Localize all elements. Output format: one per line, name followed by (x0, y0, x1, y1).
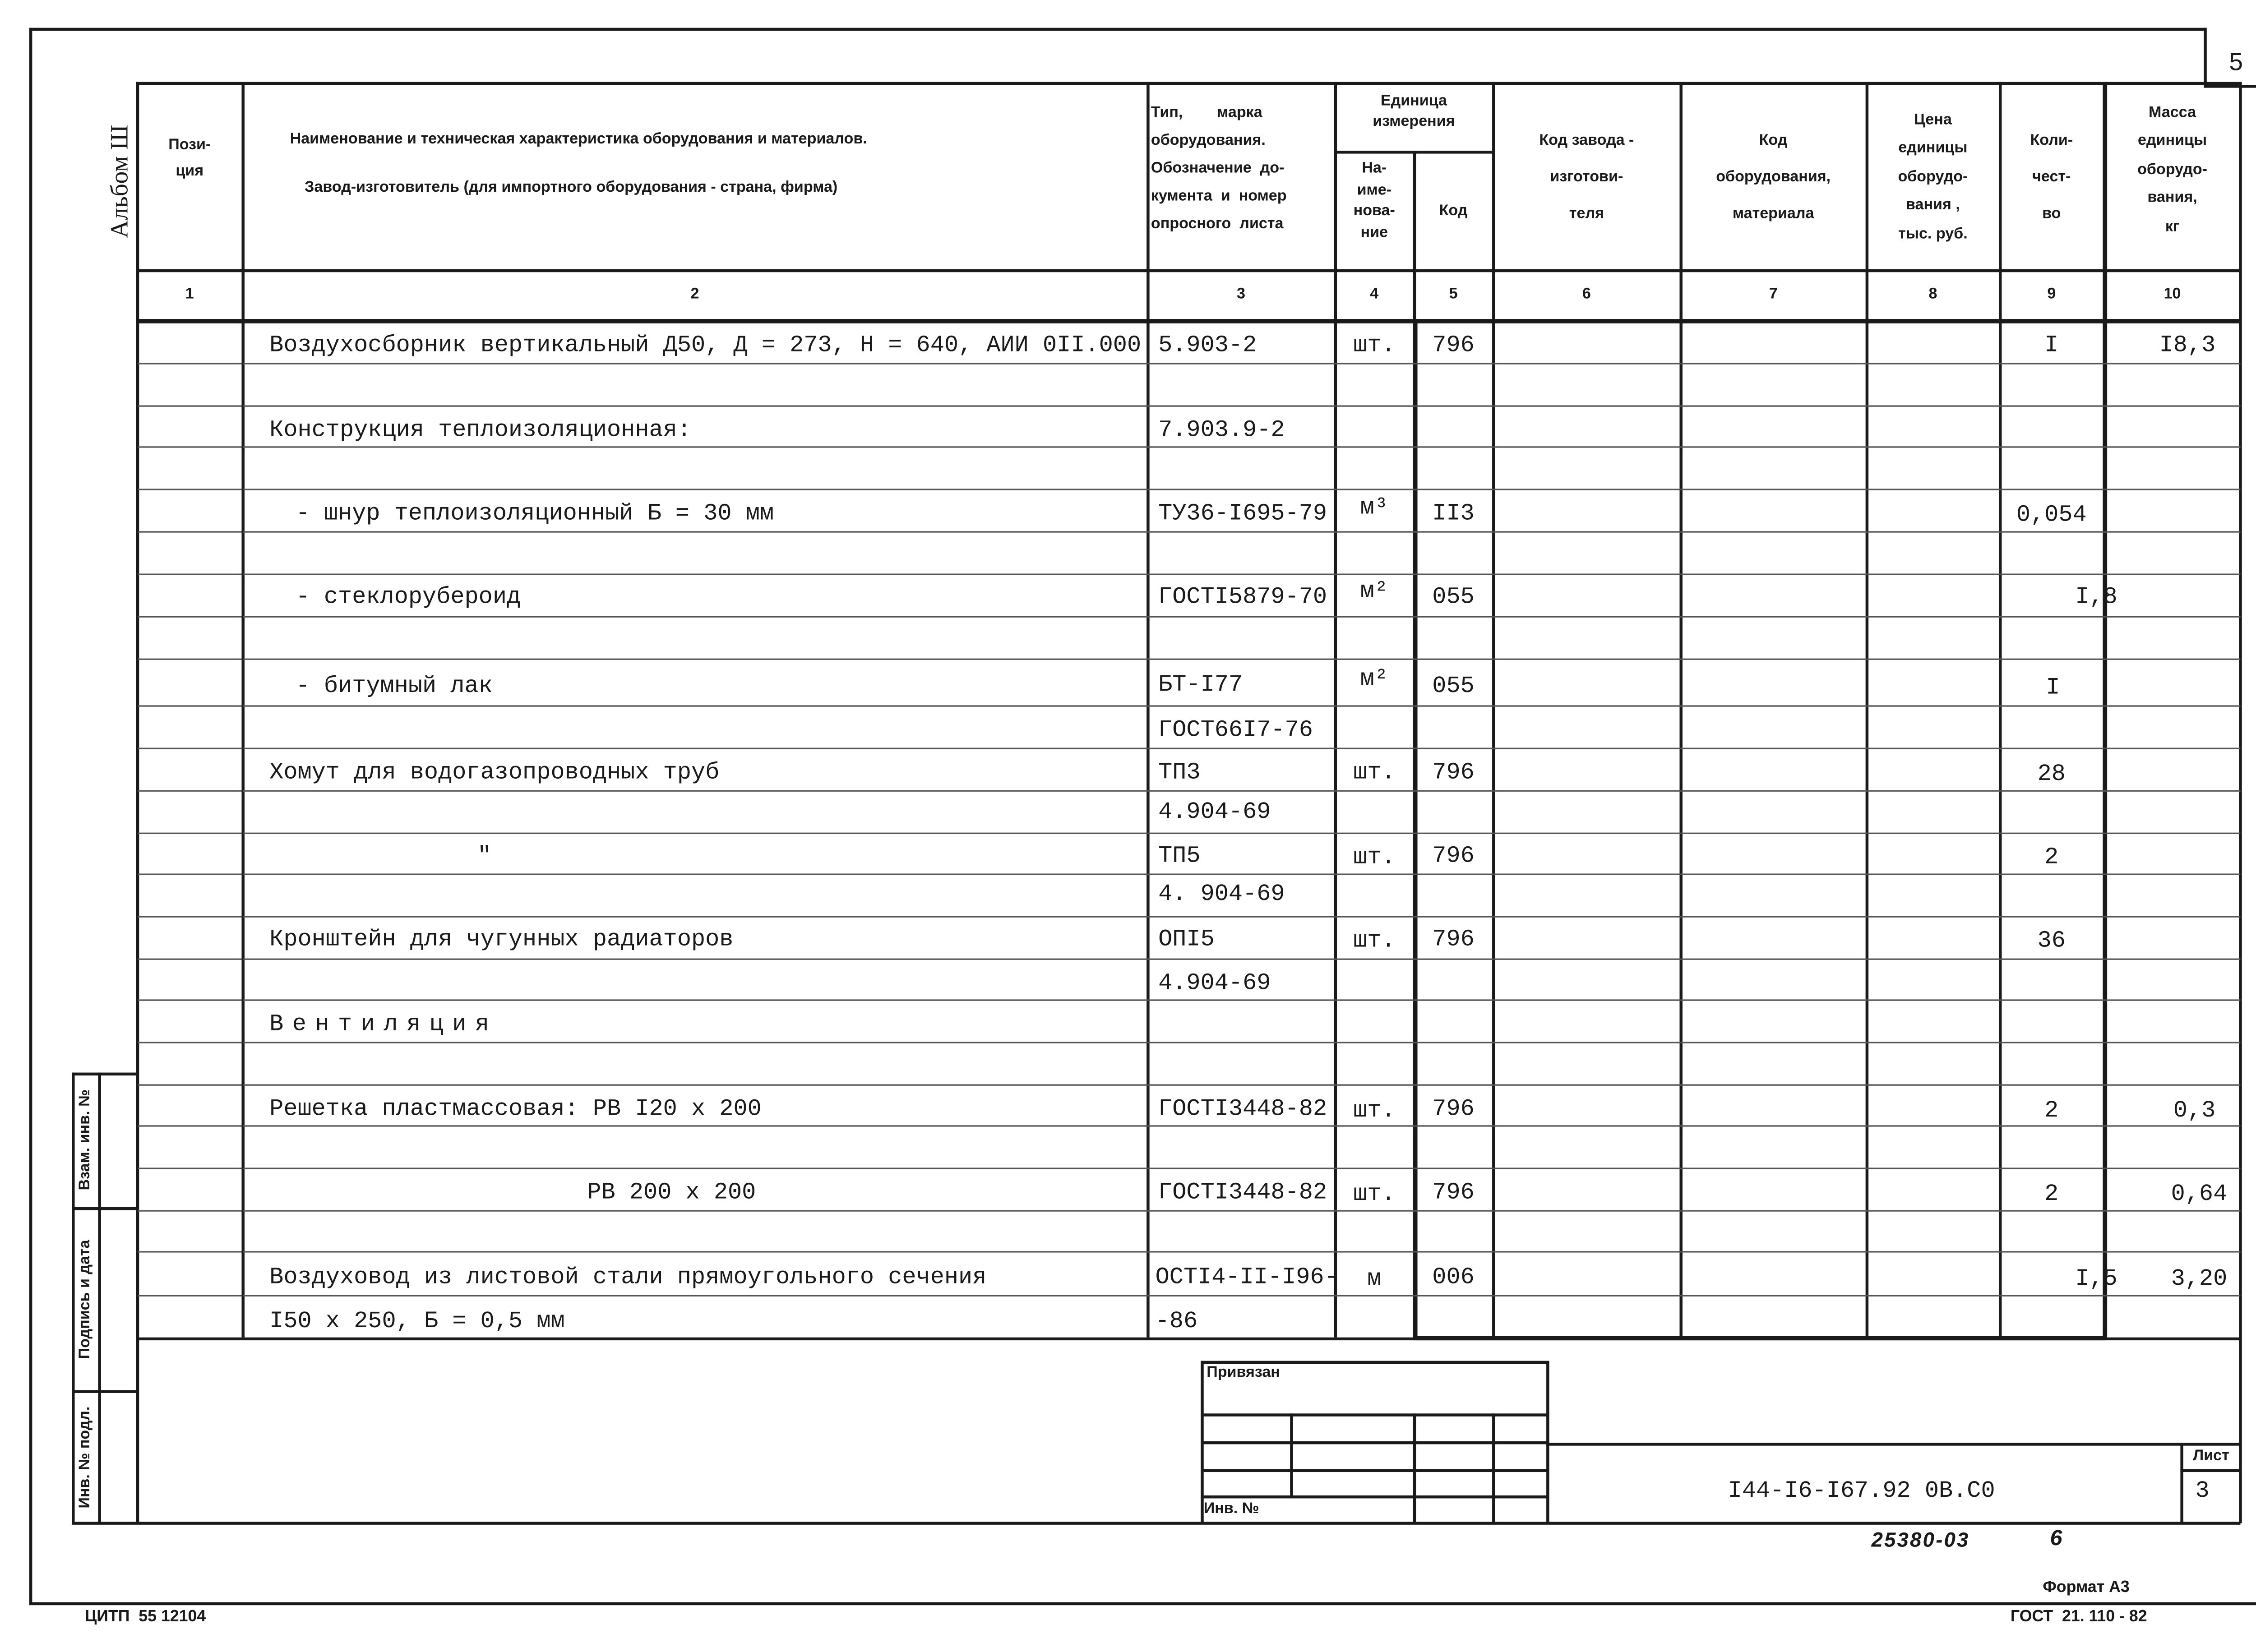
row-7-doc2: 4. 904-69 (1158, 881, 1285, 908)
privyazan-box-top (1201, 1361, 1548, 1363)
privyazan-row-2 (1201, 1469, 1548, 1472)
table-top (136, 82, 2241, 84)
col-line-6 (1679, 82, 1682, 1338)
row-12-name: Воздуховод из листовой стали прямоугольного сечения (269, 1264, 987, 1291)
column-number-2: 2 (690, 285, 699, 303)
row-12-doc2: -86 (1155, 1308, 1198, 1335)
column-number-1: 1 (185, 285, 194, 303)
row-separator-position-col (138, 1125, 241, 1126)
column-number-3: 3 (1236, 285, 1245, 303)
header-col5: Код (1439, 202, 1468, 220)
row-3-doc: ТУ36-I695-79 (1158, 500, 1327, 527)
row-separator (243, 873, 2241, 875)
row-7-doc: ТП5 (1158, 843, 1201, 869)
gost-label: ГОСТ 21. 110 - 82 (2010, 1608, 2147, 1626)
row-7-name: " (477, 843, 492, 869)
table-bottom (72, 1522, 2240, 1524)
row-separator-position-col (138, 748, 241, 749)
album-label: Альбом Ш (105, 125, 134, 238)
row-4-name: - стеклорубероид (296, 584, 521, 610)
row-7-unit: шт. (1353, 844, 1396, 871)
row-3-code: II3 (1432, 500, 1475, 527)
column-number-10: 10 (2164, 285, 2181, 303)
row-7-qty: 2 (2044, 844, 2059, 871)
header-col9: Коли- чест- во (2030, 131, 2073, 223)
format-label: Формат А3 (2043, 1578, 2130, 1597)
row-6-qty: 28 (2037, 761, 2066, 788)
row-1-code: 796 (1432, 332, 1475, 359)
col-line-2 (1146, 82, 1149, 1338)
row-4-qty: I,8 (2075, 584, 2117, 610)
row-separator (243, 959, 2241, 960)
row-6-code: 796 (1432, 759, 1475, 786)
row-separator-position-col (138, 489, 241, 490)
row-6-name: Хомут для водогазопроводных труб (269, 759, 720, 786)
row-10-name: Решетка пластмассовая: РВ I20 х 200 (269, 1096, 762, 1122)
header-col8: Цена единицы оборудо- вания , тыс. руб. (1898, 111, 1968, 243)
row-1-mass: I8,3 (2159, 332, 2216, 359)
row-12-qty: I,5 (2075, 1265, 2117, 1292)
row-5-code: 055 (1432, 673, 1475, 700)
privyazan-col-3 (1492, 1413, 1494, 1523)
row-4-code: 055 (1432, 584, 1475, 610)
row-6-doc: ТП3 (1158, 759, 1201, 786)
row-11-code: 796 (1432, 1179, 1475, 1206)
header-col6: Код завода - изготови- теля (1539, 131, 1634, 223)
privyazan-col-1 (1290, 1413, 1292, 1497)
row-12-mass: 3,20 (2171, 1265, 2228, 1292)
row-separator (243, 999, 2241, 1001)
org-code: ЦИТП 55 12104 (85, 1608, 206, 1626)
header-col2-line2: Завод-изготовитель (для импортного оборудования - страна, фирма) (305, 178, 838, 196)
row-separator-position-col (138, 999, 241, 1001)
row-separator (243, 616, 2241, 618)
row-separator (243, 833, 2241, 834)
row-separator (243, 489, 2241, 490)
column-number-5: 5 (1449, 285, 1458, 303)
row-separator-position-col (138, 1251, 241, 1252)
handwritten-number: 25380-03 (1871, 1527, 1970, 1551)
column-number-6: 6 (1582, 285, 1591, 303)
row-separator (243, 705, 2241, 706)
side-stamp-signature-date: Подпись и дата (76, 1240, 94, 1359)
sheet-label: Лист (2193, 1447, 2229, 1465)
row-12-unit: м (1367, 1265, 1382, 1292)
side-stamp-inv-podl: Инв. № подл. (76, 1406, 94, 1509)
row-separator-position-col (138, 405, 241, 406)
col-line-5 (1492, 82, 1494, 1338)
row-8-name: Кронштейн для чугунных радиаторов (269, 926, 734, 953)
row-separator-position-col (138, 1167, 241, 1169)
row-separator (243, 1210, 2241, 1211)
row-5-qty: I (2046, 674, 2060, 701)
row-separator (243, 531, 2241, 532)
row-10-mass: 0,3 (2173, 1097, 2216, 1124)
row-10-qty: 2 (2044, 1097, 2059, 1124)
privyazan-row-1 (1201, 1441, 1548, 1444)
title-block-top (1546, 1443, 2240, 1445)
row-separator-position-col (138, 833, 241, 834)
row-3-qty: 0,054 (2016, 502, 2087, 528)
row-separator (243, 1167, 2241, 1169)
row-separator (243, 1295, 2241, 1297)
privyazan-label: Привязан (1207, 1364, 1280, 1381)
row-10-code: 796 (1432, 1096, 1475, 1122)
row-11-qty: 2 (2044, 1181, 2059, 1207)
column-number-4: 4 (1370, 285, 1379, 303)
row-7-code: 796 (1432, 843, 1475, 869)
row-separator (243, 1042, 2241, 1043)
row-separator-position-col (138, 446, 241, 448)
row-1-qty: I (2044, 332, 2059, 359)
row-9-name: Вентиляция (269, 1011, 498, 1038)
privyazan-box-divider (1201, 1413, 1548, 1416)
row-12-code: 006 (1432, 1264, 1475, 1291)
sheet-cell-divider (2180, 1469, 2240, 1472)
row-separator (243, 748, 2241, 749)
row-separator-position-col (138, 790, 241, 792)
row-separator-position-col (138, 573, 241, 575)
row-11-name: РВ 200 х 200 (587, 1179, 756, 1206)
row-12-doc: ОСТI4-II-I96- (1155, 1264, 1338, 1291)
row-separator-position-col (138, 363, 241, 364)
row-5-doc: БТ-I77 (1158, 671, 1243, 698)
col-line-1 (241, 82, 244, 1338)
row-8-unit: шт. (1353, 928, 1396, 954)
row-2-doc: 7.903.9-2 (1158, 417, 1285, 443)
unit-group-divider (1334, 151, 1494, 153)
header-col4: На- име- нова- ние (1353, 159, 1395, 242)
row-separator-position-col (138, 616, 241, 618)
outer-frame-left (29, 28, 32, 1604)
side-stamp-inner (98, 1073, 100, 1523)
row-6-doc2: 4.904-69 (1158, 799, 1271, 826)
column-number-7: 7 (1769, 285, 1778, 303)
corner-sheet-number: 5 (2229, 48, 2243, 76)
col-line-8 (1999, 82, 2001, 1338)
privyazan-row-3 (1201, 1495, 1548, 1498)
row-5-doc2: ГОСТ66I7-76 (1158, 717, 1313, 743)
outer-frame-bottom (29, 1602, 2256, 1605)
row-separator-position-col (138, 959, 241, 960)
row-2-name: Конструкция теплоизоляционная: (269, 417, 691, 443)
row-separator (243, 659, 2241, 660)
privyazan-col-2 (1413, 1413, 1415, 1523)
row-4-doc: ГОСТI5879-70 (1158, 584, 1327, 610)
row-separator (243, 916, 2241, 917)
row-8-doc: ОПI5 (1158, 926, 1215, 953)
row-8-doc2: 4.904-69 (1158, 970, 1271, 997)
row-12-name2: I50 х 250, Б = 0,5 мм (269, 1308, 565, 1335)
corner-box-bottom (2204, 85, 2256, 87)
row-separator-position-col (138, 1210, 241, 1211)
row-6-unit: шт. (1353, 759, 1396, 786)
header-col7: Код оборудования, материала (1716, 131, 1831, 223)
row-1-name: Воздухосборник вертикальный Д50, Д = 273, Н = 640, АИИ 0II.000 (269, 332, 1142, 359)
row-separator (243, 1084, 2241, 1086)
row-separator (243, 363, 2241, 364)
row-8-code: 796 (1432, 926, 1475, 953)
header-col3: Тип, марка оборудования. Обозначение до- кумента и номер опросного листа (1151, 104, 1287, 232)
row-3-unit: м³ (1360, 494, 1388, 521)
header-col1: Пози- ция (168, 136, 211, 181)
row-separator-position-col (138, 873, 241, 875)
col-line-3 (1334, 82, 1336, 1338)
side-stamp-vzam-inv: Взам. инв. № (76, 1089, 94, 1191)
sheet-number: 3 (2195, 1478, 2210, 1504)
row-4-unit: м² (1360, 578, 1388, 605)
column-number-8: 8 (1928, 285, 1937, 303)
row-11-mass: 0,64 (2171, 1181, 2228, 1207)
row-1-unit: шт. (1353, 332, 1396, 359)
col-line-7 (1866, 82, 1868, 1338)
row-separator (243, 405, 2241, 406)
row-10-doc: ГОСТI3448-82 (1158, 1096, 1327, 1122)
row-11-unit: шт. (1353, 1181, 1396, 1207)
row-separator (243, 790, 2241, 792)
row-separator (243, 446, 2241, 448)
col-line-9 (2103, 82, 2106, 1338)
row-separator-position-col (138, 659, 241, 660)
table-right (2239, 82, 2241, 1523)
row-1-doc: 5.903-2 (1158, 332, 1257, 359)
row-separator-position-col (138, 705, 241, 706)
inv-no-label: Инв. № (1203, 1500, 1259, 1518)
corner-box-left (2204, 28, 2206, 87)
row-8-qty: 36 (2037, 928, 2066, 954)
row-separator-position-col (138, 1084, 241, 1086)
row-10-unit: шт. (1353, 1097, 1396, 1124)
row-3-name: - шнур теплоизоляционный Б = 30 мм (296, 500, 774, 527)
column-number-9: 9 (2047, 285, 2056, 303)
header-bottom (136, 269, 2241, 272)
row-separator-position-col (138, 1042, 241, 1043)
row-separator-position-col (138, 916, 241, 917)
row-separator-position-col (138, 531, 241, 532)
row-separator (243, 1251, 2241, 1252)
row-5-name: - битумный лак (296, 673, 493, 700)
row-separator (243, 1125, 2241, 1126)
row-separator-position-col (138, 1295, 241, 1297)
document-designation: I44-I6-I67.92 0В.С0 (1728, 1478, 1995, 1504)
row-5-unit: м² (1360, 665, 1388, 692)
column-numbers-bottom (136, 319, 2241, 323)
row-11-doc: ГОСТI3448-82 (1158, 1179, 1327, 1206)
header-col10: Масса единицы оборудо- вания, кг (2137, 104, 2208, 235)
handwritten-suffix: 6 (2050, 1526, 2062, 1551)
header-col2-line1: Наименование и техническая характеристика оборудования и материалов. (290, 130, 867, 148)
outer-frame-top (29, 28, 2205, 30)
bold-box-bottom (1413, 1336, 2106, 1339)
header-col45-group: Единица измерения (1373, 92, 1455, 131)
row-separator (243, 573, 2241, 575)
